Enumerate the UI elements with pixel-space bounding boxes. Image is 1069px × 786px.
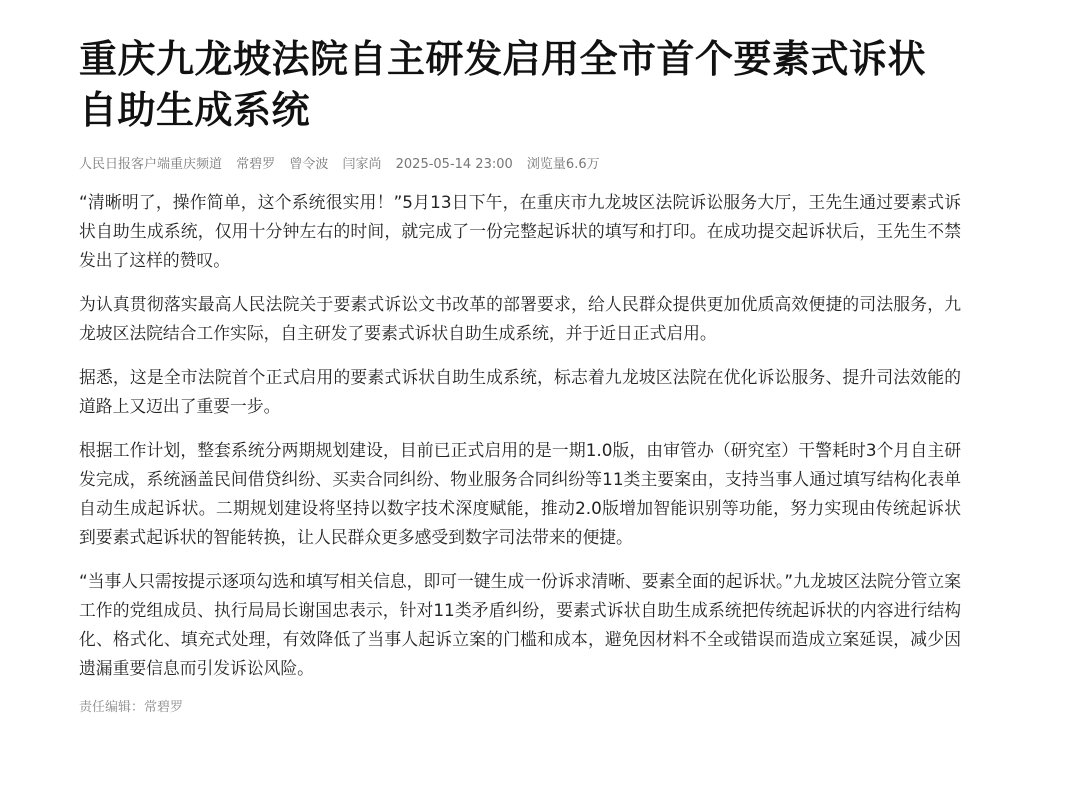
- responsible-editor: 责任编辑：常碧罗: [79, 700, 184, 715]
- article-paragraph: 据悉，这是全市法院首个正式启用的要素式诉状自助生成系统，标志着九龙坡区法院在优化诉讼服务、提升司法效能的道路上又迈出了重要一步。: [79, 367, 961, 416]
- meta-author: 常碧罗: [236, 157, 276, 172]
- meta-datetime: 2025-05-14 23:00: [395, 157, 513, 172]
- article-body: [79, 188, 969, 683]
- meta-views: 浏览量6.6万: [526, 157, 600, 172]
- article-paragraph: “清晰明了，操作简单，这个系统很实用！”5月13日下午，在重庆市九龙坡区法院诉讼服务大厅，王先生通过要素式诉状自助生成系统，仅用十分钟左右的时间，就完成了一份完整起诉状的填写和打印。在成功提交起诉状后，王先生不禁发出了这样的赞叹。: [79, 192, 961, 270]
- meta-author: 曾令波: [289, 157, 329, 172]
- article: [79, 34, 969, 717]
- article-title: 重庆九龙坡法院自主研发启用全市首个要素式诉状自助生成系统: [79, 37, 927, 132]
- article-paragraph: 为认真贯彻落实最高人民法院关于要素式诉讼文书改革的部署要求，给人民群众提供更加优质高效便捷的司法服务，九龙坡区法院结合工作实际，自主研发了要素式诉状自助生成系统，并于近日正式启用。: [79, 294, 961, 343]
- meta-author: 闫家尚: [342, 157, 382, 172]
- article-paragraph: “当事人只需按提示逐项勾选和填写相关信息，即可一键生成一份诉求清晰、要素全面的起诉状。”九龙坡区法院分管立案工作的党组成员、执行局局长谢国忠表示，针对11类矛盾纠纷，要素式诉状自助生成系统把传统起诉状的内容进行结构化、格式化、填充式处理，有效降低了当事人起诉立案的门槛和成本，避免因材料不全或错误而造成立案延误，减少因遗漏重要信息而引发诉讼风险。: [79, 571, 961, 678]
- article-meta: [79, 156, 969, 174]
- meta-source[interactable]: 人民日报客户端重庆频道: [79, 157, 223, 172]
- article-paragraph: 根据工作计划，整套系统分两期规划建设，目前已正式启用的是一期1.0版，由审管办（研究室）干警耗时3个月自主研发完成，系统涵盖民间借贷纠纷、买卖合同纠纷、物业服务合同纠纷等11类主要案由，支持当事人通过填写结构化表单自动生成起诉状。二期规划建设将坚持以数字技术深度赋能，推动2.0版增加智能识别等功能，努力实现由传统起诉状到要素式起诉状的智能转换，让人民群众更多感受到数字司法带来的便捷。: [79, 440, 961, 547]
